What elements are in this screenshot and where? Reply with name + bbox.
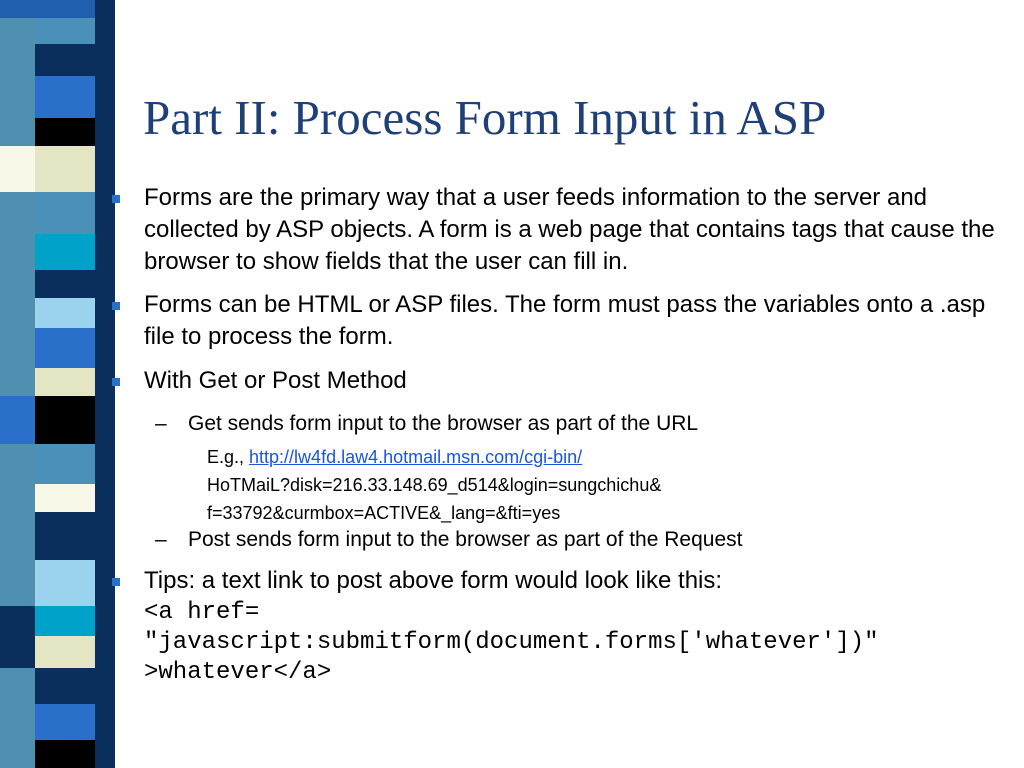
bullet-2-text: Forms can be HTML or ASP files. The form must pass the variables onto a .asp file to process the form. [144,291,986,350]
code-line-1: <a href= [144,599,260,626]
bullet-square-icon [112,378,120,386]
example-line-1 [207,443,582,471]
example-prefix: E.g., [207,447,250,467]
code-line-2: "javascript:submitform(document.forms['whatever'])" [144,629,879,656]
sub-bullet-get: Get sends form input to the browser as part of the URL [188,412,699,435]
bullet-square-icon [112,195,120,203]
sub-dash-icon: – [155,528,167,551]
example-url-link[interactable]: http://lw4fd.law4.hotmail.msn.com/cgi-bin/ [249,447,583,467]
bullet-3-text: With Get or Post Method [144,367,407,394]
bullet-1-text: Forms are the primary way that a user feeds information to the server and collected by ASP objects. A form is a web page that contains tags that cause the browser to show fields that the user can fill in. [144,184,995,275]
example-line-3: f=33792&curmbox=ACTIVE&_lang=&fti=yes [207,503,561,523]
bullet-4-text: Tips: a text link to post above form would look like this: [144,567,723,594]
bullet-square-icon [112,302,120,310]
example-line-2: HoTMaiL?disk=216.33.148.69_d514&login=sungchichu& [207,475,662,495]
slide-title: Part II: Process Form Input in ASP [143,90,827,145]
code-line-3: >whatever</a> [144,659,332,686]
sub-bullet-post: Post sends form input to the browser as part of the Request [188,528,743,551]
bullet-square-icon [112,578,120,586]
sub-dash-icon: – [155,412,167,435]
decorative-strip [0,0,130,768]
